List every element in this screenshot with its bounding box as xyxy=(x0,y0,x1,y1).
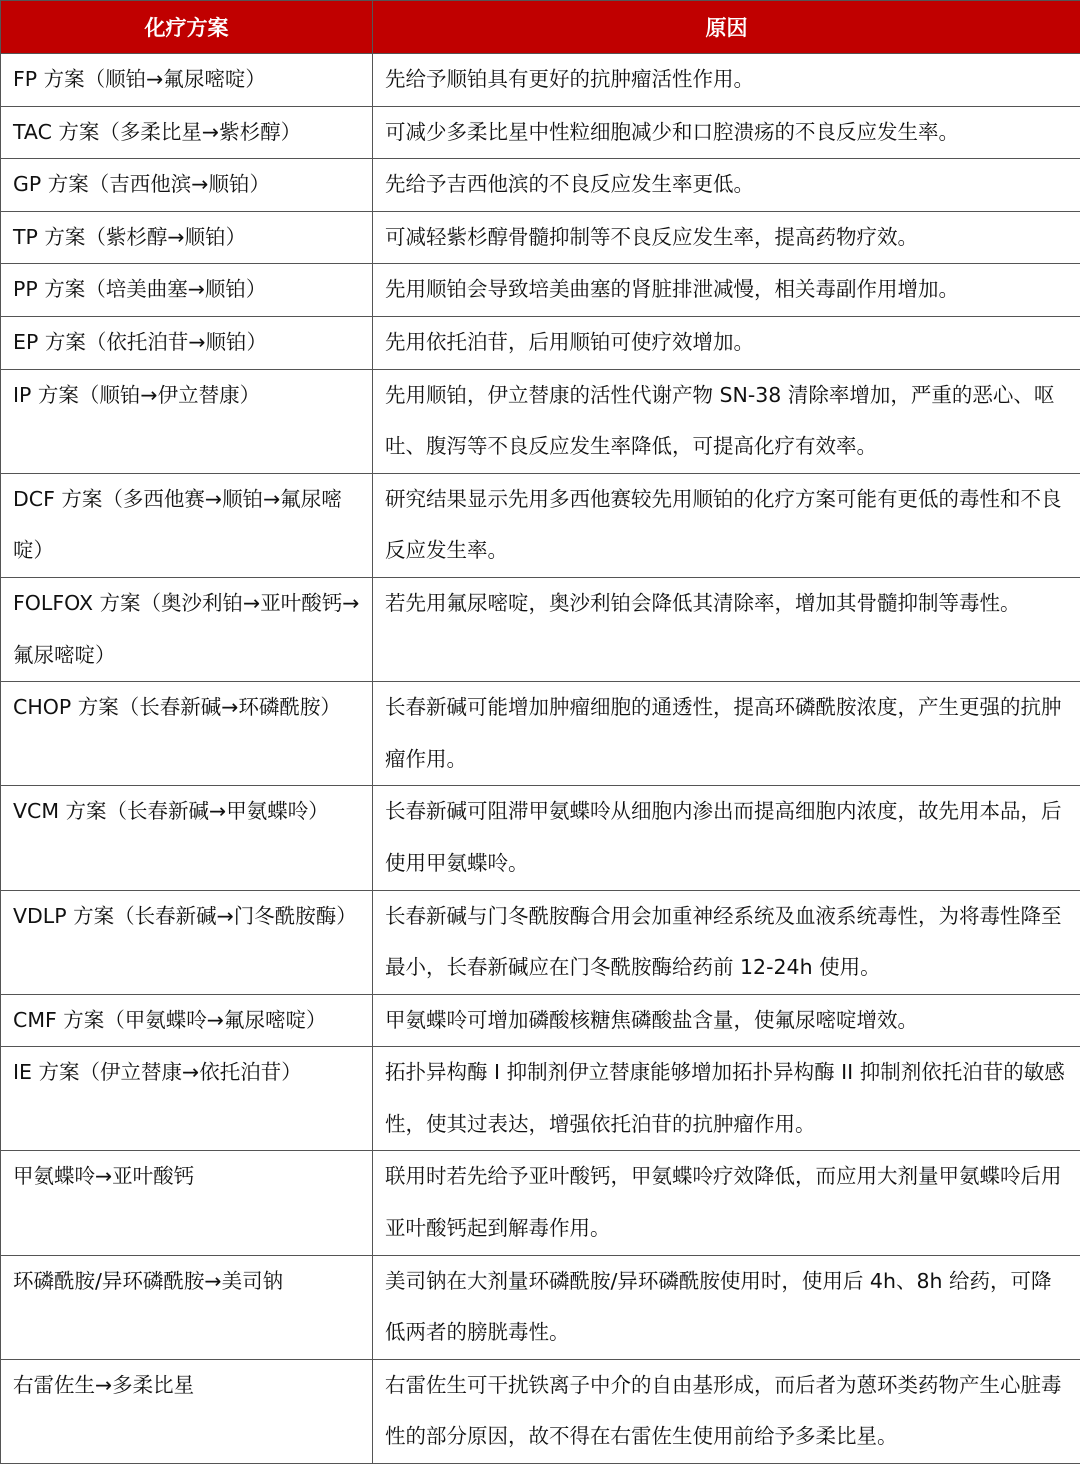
header-regimen: 化疗方案 xyxy=(1,1,373,54)
table-row xyxy=(1,1255,1080,1359)
reason-cell: 长春新碱可能增加肿瘤细胞的通透性，提高环磷酰胺浓度，产生更强的抗肿瘤作用。 xyxy=(373,682,1080,786)
regimen-cell: DCF 方案（多西他赛→顺铂→氟尿嘧啶） xyxy=(1,473,373,577)
table-row xyxy=(1,786,1080,890)
table-row xyxy=(1,577,1080,681)
table-row xyxy=(1,994,1080,1047)
reason-cell: 先给予吉西他滨的不良反应发生率更低。 xyxy=(373,159,1080,212)
regimen-cell: CMF 方案（甲氨蝶呤→氟尿嘧啶） xyxy=(1,994,373,1047)
table-row xyxy=(1,54,1080,107)
regimen-cell: 甲氨蝶呤→亚叶酸钙 xyxy=(1,1151,373,1255)
table-row xyxy=(1,682,1080,786)
regimen-cell: FOLFOX 方案（奥沙利铂→亚叶酸钙→氟尿嘧啶） xyxy=(1,577,373,681)
regimen-cell: 环磷酰胺/异环磷酰胺→美司钠 xyxy=(1,1255,373,1359)
regimen-cell: IP 方案（顺铂→伊立替康） xyxy=(1,369,373,473)
reason-cell: 先用顺铂，伊立替康的活性代谢产物 SN-38 清除率增加，严重的恶心、呕吐、腹泻等不良反应发生率降低，可提高化疗有效率。 xyxy=(373,369,1080,473)
table-row xyxy=(1,473,1080,577)
reason-cell: 可减少多柔比星中性粒细胞减少和口腔溃疡的不良反应发生率。 xyxy=(373,106,1080,159)
reason-cell: 先给予顺铂具有更好的抗肿瘤活性作用。 xyxy=(373,54,1080,107)
reason-cell: 美司钠在大剂量环磷酰胺/异环磷酰胺使用时，使用后 4h、8h 给药，可降低两者的膀胱毒性。 xyxy=(373,1255,1080,1359)
table-header-row xyxy=(1,1,1080,54)
regimen-cell: GP 方案（吉西他滨→顺铂） xyxy=(1,159,373,212)
table-row xyxy=(1,890,1080,994)
table-row xyxy=(1,1359,1080,1463)
reason-cell: 甲氨蝶呤可增加磷酸核糖焦磷酸盐含量，使氟尿嘧啶增效。 xyxy=(373,994,1080,1047)
reason-cell: 若先用氟尿嘧啶，奥沙利铂会降低其清除率，增加其骨髓抑制等毒性。 xyxy=(373,577,1080,681)
table-row xyxy=(1,1151,1080,1255)
regimen-cell: PP 方案（培美曲塞→顺铂） xyxy=(1,264,373,317)
regimen-cell: FP 方案（顺铂→氟尿嘧啶） xyxy=(1,54,373,107)
reason-cell: 先用顺铂会导致培美曲塞的肾脏排泄减慢，相关毒副作用增加。 xyxy=(373,264,1080,317)
reason-cell: 研究结果显示先用多西他赛较先用顺铂的化疗方案可能有更低的毒性和不良反应发生率。 xyxy=(373,473,1080,577)
regimen-cell: CHOP 方案（长春新碱→环磷酰胺） xyxy=(1,682,373,786)
reason-cell: 长春新碱与门冬酰胺酶合用会加重神经系统及血液系统毒性，为将毒性降至最小，长春新碱应在门冬酰胺酶给药前 12-24h 使用。 xyxy=(373,890,1080,994)
regimen-cell: TP 方案（紫杉醇→顺铂） xyxy=(1,211,373,264)
table-row xyxy=(1,159,1080,212)
table-row xyxy=(1,369,1080,473)
reason-cell: 长春新碱可阻滞甲氨蝶呤从细胞内渗出而提高细胞内浓度，故先用本品，后使用甲氨蝶呤。 xyxy=(373,786,1080,890)
regimen-cell: VDLP 方案（长春新碱→门冬酰胺酶） xyxy=(1,890,373,994)
table-row xyxy=(1,316,1080,369)
reason-cell: 可减轻紫杉醇骨髓抑制等不良反应发生率，提高药物疗效。 xyxy=(373,211,1080,264)
reason-cell: 右雷佐生可干扰铁离子中介的自由基形成，而后者为蒽环类药物产生心脏毒性的部分原因，故不得在右雷佐生使用前给予多柔比星。 xyxy=(373,1359,1080,1463)
reason-cell: 拓扑异构酶 I 抑制剂伊立替康能够增加拓扑异构酶 II 抑制剂依托泊苷的敏感性，使其过表达，增强依托泊苷的抗肿瘤作用。 xyxy=(373,1047,1080,1151)
regimen-cell: TAC 方案（多柔比星→紫杉醇） xyxy=(1,106,373,159)
regimen-cell: IE 方案（伊立替康→依托泊苷） xyxy=(1,1047,373,1151)
regimen-cell: VCM 方案（长春新碱→甲氨蝶呤） xyxy=(1,786,373,890)
table-row xyxy=(1,264,1080,317)
regimen-cell: 右雷佐生→多柔比星 xyxy=(1,1359,373,1463)
reason-cell: 先用依托泊苷，后用顺铂可使疗效增加。 xyxy=(373,316,1080,369)
header-reason: 原因 xyxy=(373,1,1080,54)
reason-cell: 联用时若先给予亚叶酸钙，甲氨蝶呤疗效降低，而应用大剂量甲氨蝶呤后用亚叶酸钙起到解毒作用。 xyxy=(373,1151,1080,1255)
table-row xyxy=(1,106,1080,159)
table-row xyxy=(1,211,1080,264)
regimen-cell: EP 方案（依托泊苷→顺铂） xyxy=(1,316,373,369)
table-row xyxy=(1,1047,1080,1151)
